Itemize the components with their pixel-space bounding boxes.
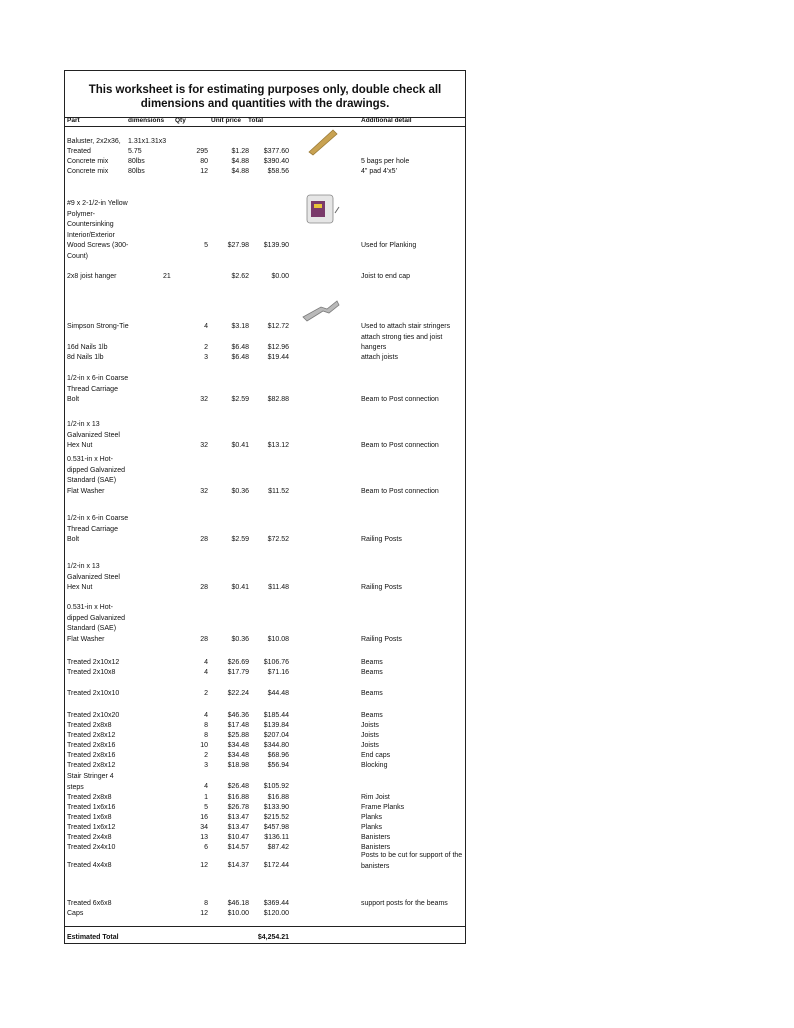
- part-cell: Concrete mix: [67, 168, 109, 175]
- dimensions-cell: 5.75: [128, 148, 142, 155]
- unit-price-cell: $26.48: [227, 783, 249, 790]
- part-cell: Baluster, 2x2x36,: [67, 138, 121, 145]
- total-cell: $19.44: [267, 354, 289, 361]
- qty-cell: 12: [200, 168, 208, 175]
- part-cell: Caps: [67, 910, 84, 917]
- additional-detail-cell: 4" pad 4'x5': [361, 168, 397, 175]
- total-cell: $12.96: [267, 344, 289, 351]
- additional-detail-cell: Beam to Post connection: [361, 488, 439, 495]
- part-cell: Treated 2x8x8: [67, 794, 112, 801]
- unit-price-cell: $26.69: [227, 659, 249, 666]
- part-cell: Treated 2x8x16: [67, 742, 116, 749]
- unit-price-cell: $22.24: [227, 690, 249, 697]
- total-cell: $207.04: [263, 732, 289, 739]
- total-cell: $13.12: [267, 442, 289, 449]
- total-cell: $377.60: [263, 148, 289, 155]
- unit-price-cell: $4.88: [231, 168, 249, 175]
- unit-price-cell: $14.57: [227, 844, 249, 851]
- qty-cell: 4: [204, 712, 208, 719]
- qty-cell: 3: [204, 354, 208, 361]
- unit-price-cell: $17.48: [227, 722, 249, 729]
- qty-cell: 8: [204, 722, 208, 729]
- unit-price-cell: $13.47: [227, 824, 249, 831]
- total-cell: $106.76: [263, 659, 289, 666]
- additional-detail-cell: Used to attach stair stringers attach strong ties and joist: [361, 323, 451, 341]
- total-cell: $139.84: [263, 722, 289, 729]
- total-cell: $58.56: [267, 168, 289, 175]
- estimated-total-value: $4,254.21: [257, 934, 289, 941]
- part-cell: 0.531-in x Hot-dipped Galvanized Standard (SAE) Flat Washer: [67, 604, 125, 643]
- additional-detail-cell: attach joists: [361, 354, 398, 361]
- part-cell: Treated 2x4x8: [67, 834, 112, 841]
- total-cell: $16.88: [267, 794, 289, 801]
- additional-detail-cell: Banisters: [361, 844, 391, 851]
- qty-cell: 5: [204, 242, 208, 249]
- additional-detail-cell: Frame Planks: [361, 804, 405, 811]
- unit-price-cell: $0.41: [231, 442, 249, 449]
- unit-price-cell: $26.78: [227, 804, 249, 811]
- additional-detail-cell: Blocking: [361, 762, 388, 769]
- unit-price-cell: $46.18: [227, 900, 249, 907]
- additional-detail-cell: Banisters: [361, 834, 391, 841]
- part-cell: Treated 2x10x10: [67, 690, 120, 697]
- dimensions-cell: 80lbs: [128, 168, 145, 175]
- additional-detail-cell: Railing Posts: [361, 636, 402, 643]
- total-cell: $72.52: [267, 536, 289, 543]
- qty-cell: 295: [196, 148, 208, 155]
- qty-cell: 12: [200, 862, 208, 869]
- header-divider-bottom: [65, 126, 465, 127]
- part-cell: Treated 2x8x8: [67, 722, 112, 729]
- total-cell: $44.48: [267, 690, 289, 697]
- worksheet-title: This worksheet is for estimating purposes only, double check all dimensions and quantities with the drawings.: [88, 84, 442, 110]
- part-cell: Concrete mix: [67, 158, 109, 165]
- qty-cell: 4: [204, 783, 208, 790]
- qty-cell: 13: [200, 834, 208, 841]
- unit-price-cell: $3.18: [231, 323, 249, 330]
- unit-price-cell: $10.00: [227, 910, 249, 917]
- additional-detail-cell: Beam to Post connection: [361, 442, 439, 449]
- total-cell: $87.42: [267, 844, 289, 851]
- total-cell: $71.16: [267, 669, 289, 676]
- qty-cell: 12: [200, 910, 208, 917]
- unit-price-cell: $34.48: [227, 752, 249, 759]
- total-cell: $390.40: [263, 158, 289, 165]
- part-cell: 16d Nails 1lb: [67, 344, 108, 351]
- additional-detail-cell: hangers: [361, 344, 387, 351]
- additional-detail-cell: Joists: [361, 732, 379, 739]
- screw-box-image: [305, 193, 341, 225]
- unit-price-cell: $2.59: [231, 536, 249, 543]
- estimate-worksheet: [64, 70, 466, 944]
- unit-price-cell: $0.36: [231, 636, 249, 643]
- total-cell: $68.96: [267, 752, 289, 759]
- qty-cell: 28: [200, 536, 208, 543]
- part-cell: Treated 2x4x10: [67, 844, 116, 851]
- part-cell: Treated 2x8x16: [67, 752, 116, 759]
- qty-cell: 34: [200, 824, 208, 831]
- part-cell: #9 x 2-1/2-in Yellow Polymer-Countersinking Interior/Exterior Wood Screws (300-Count): [67, 200, 129, 260]
- qty-cell: 4: [204, 659, 208, 666]
- strong-tie-image: [301, 295, 341, 325]
- additional-detail-cell: support posts for the beams: [361, 900, 448, 907]
- additional-detail-cell: Planks: [361, 814, 383, 821]
- part-cell: 1/2-in x 6-in Coarse Thread Carriage Bolt: [67, 515, 129, 544]
- unit-price-cell: $6.48: [231, 354, 249, 361]
- additional-detail-cell: Joist to end cap: [361, 273, 411, 280]
- baluster-image: [305, 126, 339, 156]
- unit-price-cell: $14.37: [227, 862, 249, 869]
- total-cell: $0.00: [271, 273, 289, 280]
- qty-cell: 8: [204, 900, 208, 907]
- dimensions-cell: 1.31x1.31x3: [128, 138, 167, 145]
- qty-cell: 2: [204, 752, 208, 759]
- additional-detail-cell: Joists: [361, 722, 379, 729]
- qty-cell: 28: [200, 636, 208, 643]
- qty-cell: 2: [204, 690, 208, 697]
- unit-price-cell: $46.36: [227, 712, 249, 719]
- part-cell: 0.531-in x Hot-dipped Galvanized Standard (SAE) Flat Washer: [67, 456, 125, 495]
- part-cell: Stair Stringer 4 steps: [67, 773, 114, 791]
- total-cell: $12.72: [267, 323, 289, 330]
- additional-detail-cell: Railing Posts: [361, 584, 402, 591]
- additional-detail-cell: Beams: [361, 712, 383, 719]
- total-cell: $369.44: [263, 900, 289, 907]
- part-cell: Treated 1x6x12: [67, 824, 116, 831]
- total-cell: $139.90: [263, 242, 289, 249]
- total-cell: $56.94: [267, 762, 289, 769]
- additional-detail-cell: Planks: [361, 824, 383, 831]
- unit-price-cell: $27.98: [227, 242, 249, 249]
- header-total: Total: [248, 117, 264, 124]
- additional-detail-cell: Beam to Post connection: [361, 396, 439, 403]
- part-cell: Treated 2x10x8: [67, 669, 116, 676]
- unit-price-cell: $34.48: [227, 742, 249, 749]
- estimated-total-label: Estimated Total: [67, 934, 119, 941]
- total-cell: $105.92: [263, 783, 289, 790]
- unit-price-cell: $13.47: [227, 814, 249, 821]
- unit-price-cell: $10.47: [227, 834, 249, 841]
- qty-cell: 4: [204, 323, 208, 330]
- part-cell: 1/2-in x 13 Galvanized Steel Hex Nut: [67, 421, 120, 450]
- total-cell: $120.00: [263, 910, 289, 917]
- footer-divider: [65, 926, 465, 927]
- qty-cell: 3: [204, 762, 208, 769]
- part-cell: 8d Nails 1lb: [67, 354, 104, 361]
- additional-detail-cell: Beams: [361, 669, 383, 676]
- qty-cell: 32: [200, 442, 208, 449]
- total-cell: $10.08: [267, 636, 289, 643]
- total-cell: $11.48: [268, 584, 289, 591]
- total-cell: $11.52: [268, 488, 289, 495]
- header-unit-price: Unit price: [211, 117, 241, 124]
- additional-detail-cell: Posts to be cut for support of the banisters: [361, 852, 463, 870]
- dimensions-cell: 80lbs: [128, 158, 145, 165]
- total-cell: $136.11: [264, 834, 289, 841]
- qty-cell: 1: [204, 794, 208, 801]
- additional-detail-cell: Beams: [361, 690, 383, 697]
- total-cell: $133.90: [263, 804, 289, 811]
- part-cell: 1/2-in x 13 Galvanized Steel Hex Nut: [67, 563, 120, 592]
- header-additional-detail: Additional detail: [361, 117, 412, 124]
- qty-cell: 4: [204, 669, 208, 676]
- part-cell: Treated 6x6x8: [67, 900, 112, 907]
- unit-price-cell: $25.88: [227, 732, 249, 739]
- total-cell: $172.44: [263, 862, 289, 869]
- header-dimensions: dimensions: [128, 117, 165, 124]
- part-cell: Treated 2x10x12: [67, 659, 120, 666]
- total-cell: $185.44: [263, 712, 289, 719]
- qty-cell: 10: [200, 742, 208, 749]
- unit-price-cell: $0.41: [231, 584, 249, 591]
- additional-detail-cell: End caps: [361, 752, 391, 759]
- total-cell: $344.80: [263, 742, 289, 749]
- unit-price-cell: $0.36: [231, 488, 249, 495]
- part-cell: Treated 1x6x16: [67, 804, 116, 811]
- header-part: Part: [67, 117, 80, 124]
- part-cell: Treated 2x8x12: [67, 732, 116, 739]
- unit-price-cell: $17.79: [227, 669, 249, 676]
- qty-cell: 80: [200, 158, 208, 165]
- header-qty: Qty: [175, 117, 186, 124]
- qty-cell: 32: [200, 488, 208, 495]
- qty-cell: 5: [204, 804, 208, 811]
- unit-price-cell: $1.28: [231, 148, 249, 155]
- qty-cell: 28: [200, 584, 208, 591]
- additional-detail-cell: Used for Planking: [361, 242, 417, 249]
- unit-price-cell: $18.98: [227, 762, 249, 769]
- additional-detail-cell: 5 bags per hole: [361, 158, 410, 165]
- qty-cell: 32: [200, 396, 208, 403]
- total-cell: $457.98: [263, 824, 289, 831]
- part-cell: Treated: [67, 148, 91, 155]
- qty-cell: 21: [163, 273, 171, 280]
- qty-cell: 6: [204, 844, 208, 851]
- unit-price-cell: $6.48: [231, 344, 249, 351]
- additional-detail-cell: Rim Joist: [361, 794, 390, 801]
- qty-cell: 2: [204, 344, 208, 351]
- unit-price-cell: $2.59: [231, 396, 249, 403]
- part-cell: Treated 4x4x8: [67, 862, 112, 869]
- total-cell: $82.88: [267, 396, 289, 403]
- additional-detail-cell: Joists: [361, 742, 379, 749]
- qty-cell: 8: [204, 732, 208, 739]
- unit-price-cell: $4.88: [231, 158, 249, 165]
- additional-detail-cell: Beams: [361, 659, 383, 666]
- qty-cell: 16: [200, 814, 208, 821]
- part-cell: 1/2-in x 6-in Coarse Thread Carriage Bolt: [67, 375, 129, 404]
- part-cell: Treated 2x8x12: [67, 762, 116, 769]
- part-cell: Treated 1x6x8: [67, 814, 112, 821]
- total-cell: $215.52: [263, 814, 289, 821]
- part-cell: Simpson Strong-Tie: [67, 323, 129, 330]
- unit-price-cell: $16.88: [227, 794, 249, 801]
- additional-detail-cell: Railing Posts: [361, 536, 402, 543]
- part-cell: 2x8 joist hanger: [67, 273, 117, 280]
- unit-price-cell: $2.62: [231, 273, 249, 280]
- part-cell: Treated 2x10x20: [67, 712, 120, 719]
